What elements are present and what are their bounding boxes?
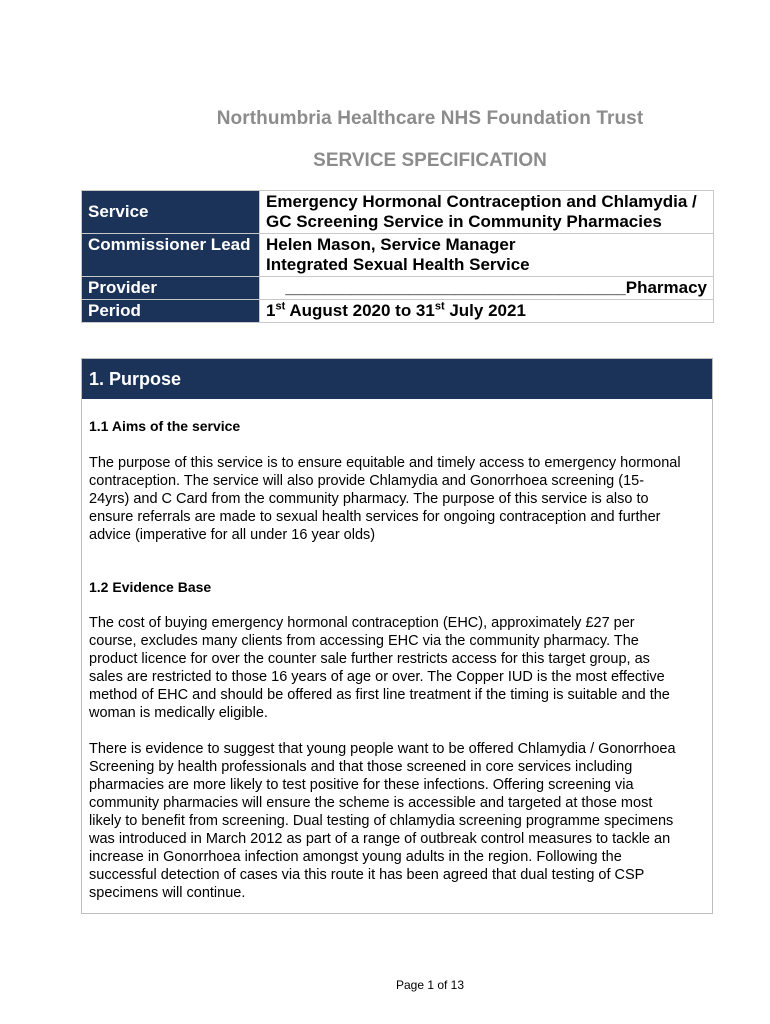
period-start-suffix: st — [275, 300, 286, 313]
commissioner-value — [260, 234, 714, 277]
provider-row — [82, 277, 714, 300]
evidence-paragraph-1: The cost of buying emergency hormonal contraception (EHC), approximately £27 per course, excludes many clients from accessing EHC via the community pharmacy. The product licence for over the counter sale further restricts access for this target group, as sales are restricted to those 16 years of age or over. The Copper IUD is the most effective method of EHC and should be offered as first line treatment if the timing is suitable and the woman is medically eligible. — [89, 615, 670, 721]
service-row — [82, 191, 714, 234]
aims-heading: 1.1 Aims of the service — [89, 418, 241, 434]
provider-label: Provider — [82, 277, 260, 300]
organisation-title: Northumbria Healthcare NHS Foundation Trust — [216, 108, 644, 129]
service-value: Emergency Hormonal Contraception and Chlamydia / GC Screening Service in Community Pharmacies — [260, 191, 714, 234]
purpose-section — [81, 358, 713, 914]
service-label: Service — [82, 191, 260, 234]
document-type-title: SERVICE SPECIFICATION — [313, 150, 547, 171]
period-end-suffix: st — [434, 300, 445, 313]
commissioner-name: Helen Mason, Service Manager — [266, 235, 516, 254]
period-start-day: 1 — [266, 301, 276, 320]
period-end: July 2021 — [444, 301, 526, 320]
commissioner-department: Integrated Sexual Health Service — [266, 255, 530, 274]
aims-paragraph: The purpose of this service is to ensure equitable and timely access to emergency hormonal contraception. The service will also provide Chlamydia and Gonorrhoea screening (15- 24yrs) and C Card from the community pharmacy. The purpose of this service is also to ensure referrals are made to sexual health services for ongoing contraception and further advice (imperative for all under 16 year olds) — [89, 455, 681, 543]
period-value — [260, 300, 714, 323]
evidence-paragraph-2: There is evidence to suggest that young people want to be offered Chlamydia / Gonorrhoea Screening by health professionals and that those screened in core services including pharmacies are more likely to test positive for these infections. Offering screening via community pharmacies will ensure the scheme is accessible and targeted at those most likely to benefit from screening. Dual testing of chlamydia screening programme specimens was introduced in March 2012 as part of a range of outbreak control measures to tackle an increase in Gonorrhoea infection amongst young adults in the region. Following the successful detection of cases via this route it has been agreed that dual testing of CSP specimens will continue. — [89, 741, 676, 901]
period-middle: August 2020 to 31 — [285, 301, 435, 320]
service-info-table — [81, 190, 714, 323]
commissioner-row — [82, 234, 714, 277]
provider-value: ____________________________________Pharmacy — [260, 277, 714, 300]
period-row — [82, 300, 714, 323]
evidence-heading: 1.2 Evidence Base — [89, 579, 212, 595]
purpose-heading: 1. Purpose — [82, 359, 712, 399]
page-number: Page 1 of 13 — [395, 978, 465, 992]
commissioner-label: Commissioner Lead — [82, 234, 260, 277]
period-label: Period — [82, 300, 260, 323]
